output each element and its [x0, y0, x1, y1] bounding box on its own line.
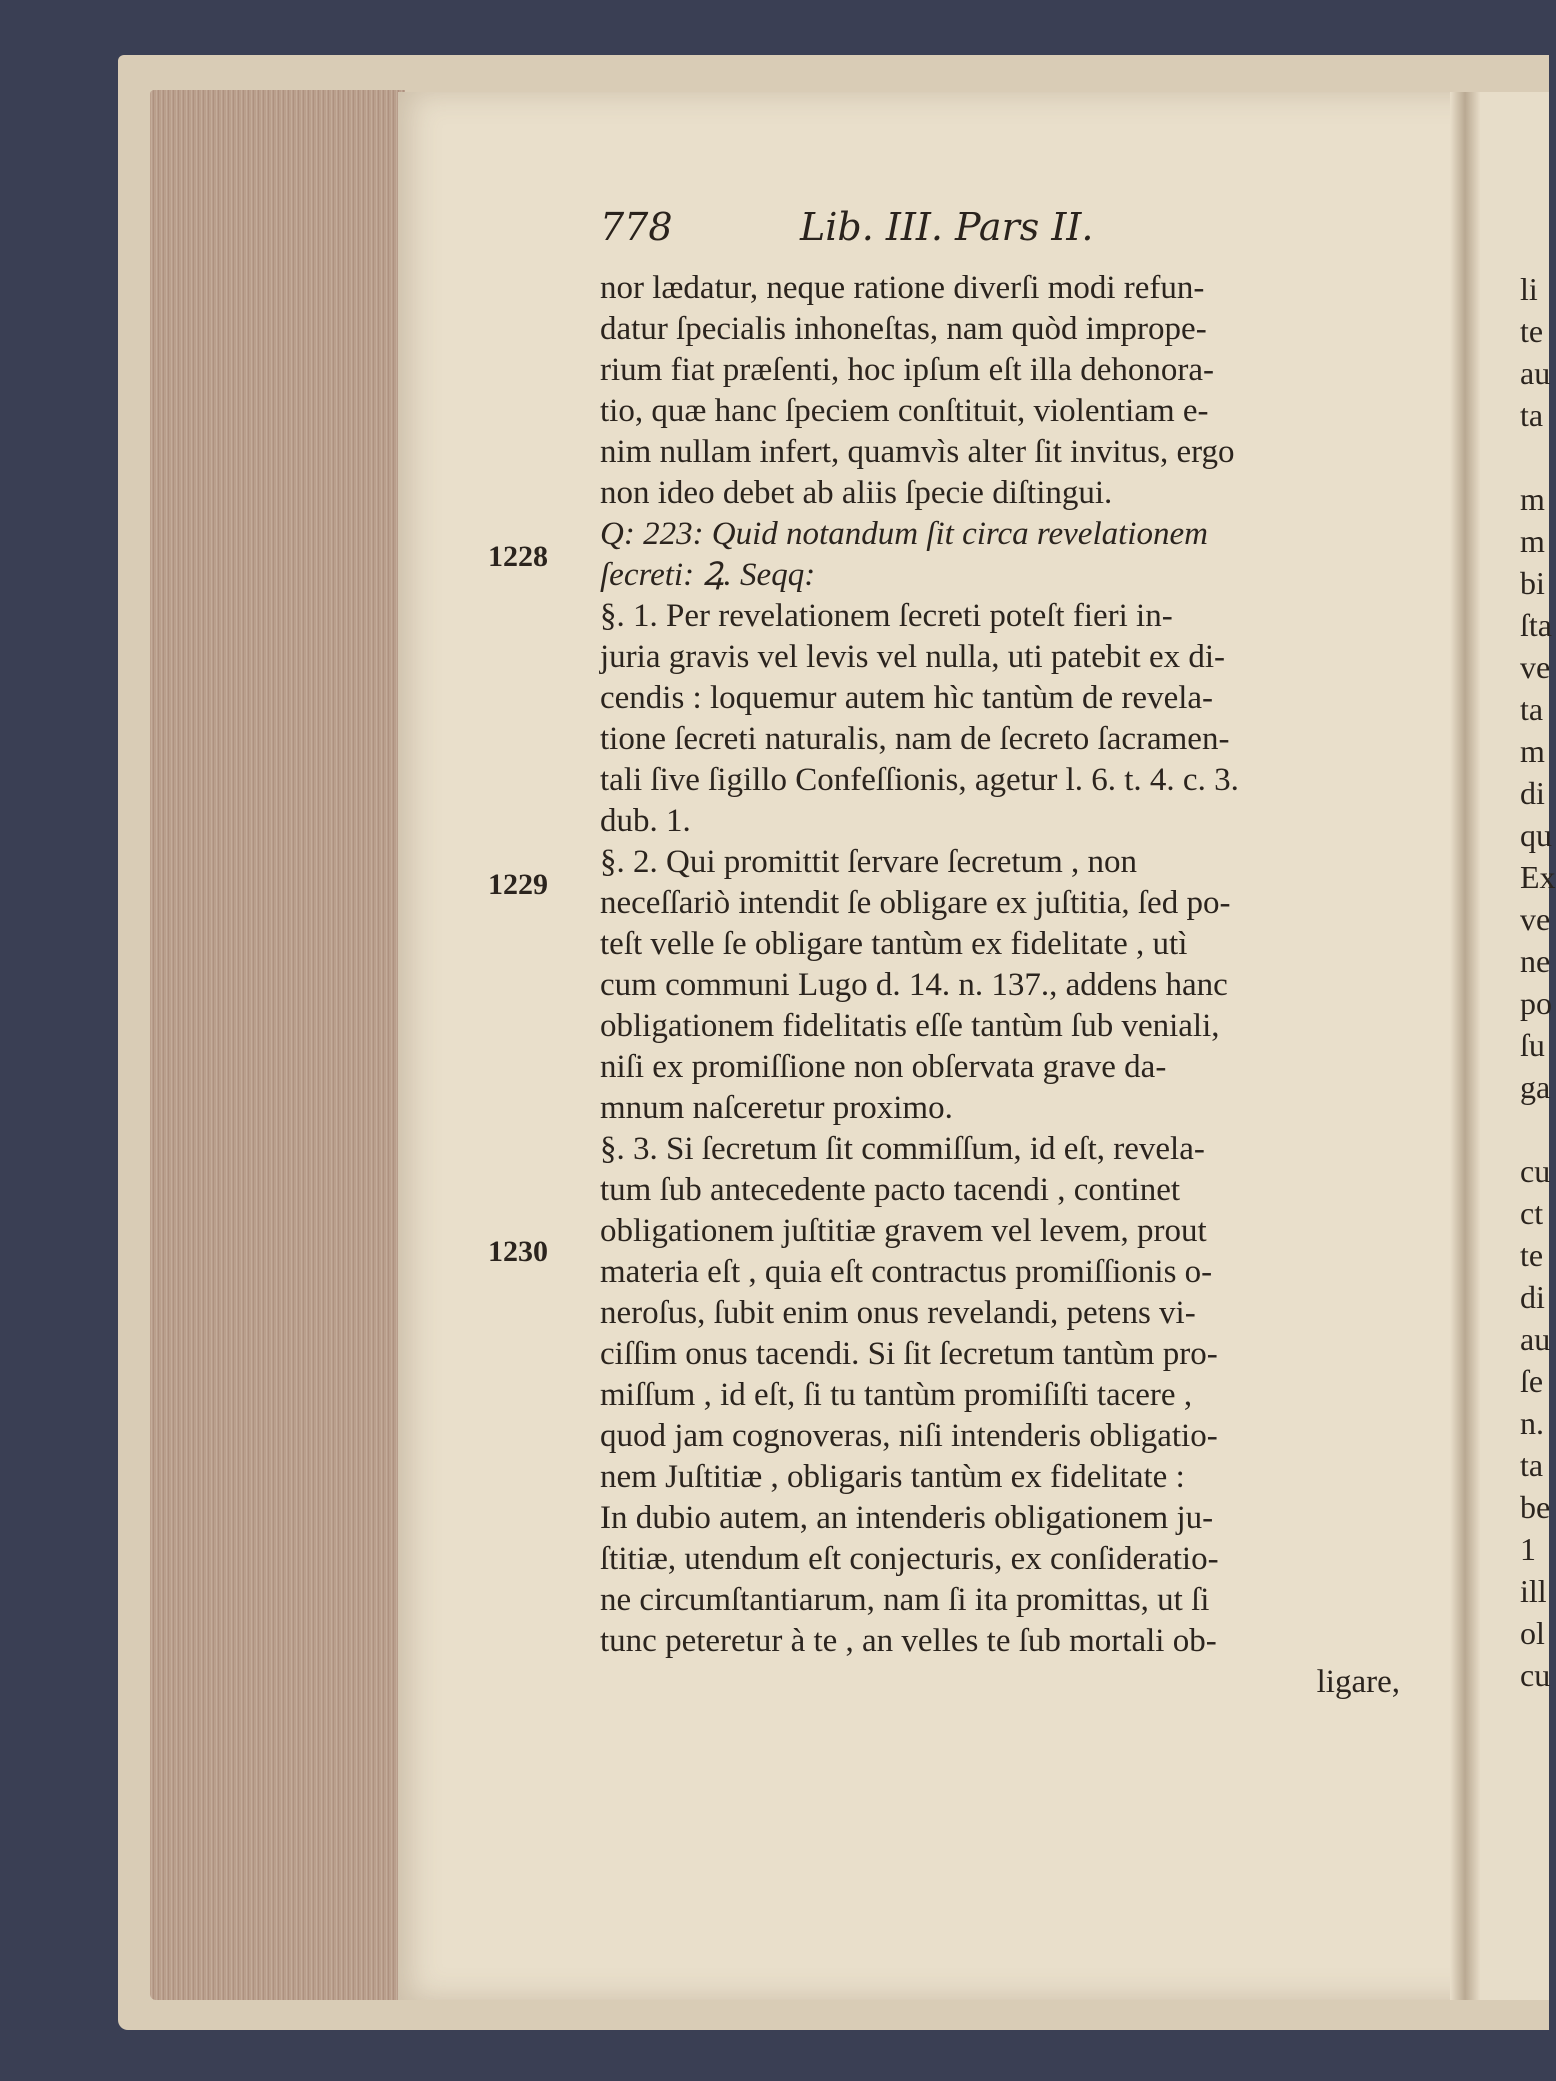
text-line: nor lædatur, neque ratione diverſi modi refun-	[600, 270, 1205, 306]
facing-page-fragment: ct	[1520, 1195, 1544, 1231]
page-number: 778	[600, 205, 673, 249]
facing-page-fragment: ta	[1520, 397, 1544, 433]
facing-page-fragment: ga	[1520, 1069, 1551, 1105]
facing-page-fragment: ne	[1520, 943, 1551, 979]
facing-page-fragment: bi	[1520, 565, 1545, 601]
facing-page-fragment: po	[1520, 985, 1552, 1021]
text-line: non ideo debet ab aliis ſpecie diſtingui.	[600, 475, 1113, 511]
text-line: dub. 1.	[600, 803, 691, 839]
facing-page-fragment: ſta	[1520, 607, 1552, 643]
page-header	[600, 205, 1160, 255]
text-line: juria gravis vel levis vel nulla, uti patebit ex di-	[600, 639, 1226, 675]
text-line: nem Juſtitiæ , obligaris tantùm ex fidelitate :	[600, 1459, 1185, 1495]
text-line: miſſum , id eſt, ſi tu tantùm promiſiſti tacere ,	[600, 1377, 1193, 1413]
text-line: cum communi Lugo d. 14. n. 137., addens hanc	[600, 967, 1228, 1003]
text-line: ciſſim onus tacendi. Si ſit ſecretum tantùm pro-	[600, 1336, 1218, 1372]
facing-page-fragment	[1520, 436, 1549, 478]
gutter	[1450, 92, 1480, 2000]
text-line: §. 1. Per revelationem ſecreti poteſt fieri in-	[600, 598, 1173, 634]
text-line: ne circumſtantiarum, nam ſi ita promittas, ut ſi	[600, 1582, 1210, 1618]
facing-page-fragment: ve	[1520, 649, 1551, 685]
text-line: tunc peteretur à te , an velles te ſub mortali ob-	[600, 1623, 1217, 1659]
text-line: obligationem fidelitatis eſſe tantùm ſub veniali,	[600, 1008, 1220, 1044]
facing-page-fragment: m	[1520, 733, 1545, 769]
facing-page-fragment: ſu	[1520, 1027, 1545, 1063]
facing-page-fragment: ill	[1520, 1573, 1547, 1609]
facing-page-fragment: cu	[1520, 1153, 1551, 1189]
text-line: §. 2. Qui promittit ſervare ſecretum , non	[600, 844, 1138, 880]
facing-page-fragment: n.	[1520, 1405, 1544, 1441]
text-line: tali ſive ſigillo Confeſſionis, agetur l. 6. t. 4. c. 3.	[600, 762, 1239, 798]
text-line: quod jam cognoveras, niſi intenderis obligatio-	[600, 1418, 1218, 1454]
text-line: §. 3. Si ſecretum ſit commiſſum, id eſt, revela-	[600, 1131, 1205, 1167]
facing-page-fragment: ta	[1520, 691, 1544, 727]
facing-page-fragment: di	[1520, 775, 1545, 811]
text-line: obligationem juſtitiæ gravem vel levem, prout	[600, 1213, 1207, 1249]
facing-page-fragment: di	[1520, 1279, 1545, 1315]
text-line: neceſſariò intendit ſe obligare ex juſtitia, ſed po-	[600, 885, 1231, 921]
facing-page-fragment: ve	[1520, 901, 1551, 937]
text-line: niſi ex promiſſione non obſervata grave da-	[600, 1049, 1167, 1085]
text-line: datur ſpecialis inhoneſtas, nam quòd imprope-	[600, 311, 1207, 347]
facing-page-fragment: ſe	[1520, 1363, 1544, 1399]
facing-page-fragment: qu	[1520, 817, 1552, 853]
text-line: tione ſecreti naturalis, nam de ſecreto ſacramen-	[600, 721, 1230, 757]
text-line: rium fiat præſenti, hoc ipſum eſt illa dehonora-	[600, 352, 1215, 388]
text-line: Q: 223: Quid notandum ſit circa revelationem	[600, 516, 1208, 552]
facing-page-fragment: Ex	[1520, 859, 1556, 895]
text-line: nim nullam infert, quamvìs alter ſit invitus, ergo	[600, 434, 1235, 470]
facing-page-fragment	[1520, 1108, 1549, 1150]
margin-number: 1229	[488, 868, 548, 901]
text-line: cendis : loquemur autem hìc tantùm de revela-	[600, 680, 1214, 716]
facing-page-fragment: be	[1520, 1489, 1551, 1525]
margin-number: 1230	[488, 1235, 548, 1268]
text-line: tum ſub antecedente pacto tacendi , continet	[600, 1172, 1181, 1208]
text-line: ſtitiæ, utendum eſt conjecturis, ex conſideratio-	[600, 1541, 1219, 1577]
text-line: teſt velle ſe obligare tantùm ex fidelitate , utì	[600, 926, 1188, 962]
text-line: ſecreti: Ꝝ. Seqq:	[600, 557, 816, 593]
facing-page-fragment: cu	[1520, 1657, 1551, 1693]
text-line: materia eſt , quia eſt contractus promiſſionis o-	[600, 1254, 1213, 1290]
facing-page-fragment: m	[1520, 523, 1545, 559]
facing-page-fragment: au	[1520, 1321, 1551, 1357]
facing-page-fragment: au	[1520, 355, 1551, 391]
page-edges	[150, 90, 405, 2000]
text-line: neroſus, ſubit enim onus revelandi, petens vi-	[600, 1295, 1196, 1331]
facing-page-fragment: 1	[1520, 1531, 1536, 1567]
facing-page-text	[1520, 268, 1556, 1696]
text-line: tio, quæ hanc ſpeciem conſtituit, violentiam e-	[600, 393, 1209, 429]
body-text	[600, 268, 1400, 1703]
text-line: In dubio autem, an intenderis obligationem ju-	[600, 1500, 1214, 1536]
text-line: ligare,	[1316, 1664, 1400, 1700]
margin-number: 1228	[488, 540, 548, 573]
facing-page-fragment: m	[1520, 481, 1545, 517]
facing-page-fragment: ta	[1520, 1447, 1544, 1483]
facing-page-fragment: te	[1520, 313, 1544, 349]
facing-page-fragment: te	[1520, 1237, 1544, 1273]
running-title: Lib. III. Pars II.	[800, 205, 1094, 249]
facing-page-fragment: li	[1520, 271, 1538, 307]
text-line: mnum naſceretur proximo.	[600, 1090, 953, 1126]
facing-page-fragment: ol	[1520, 1615, 1545, 1651]
